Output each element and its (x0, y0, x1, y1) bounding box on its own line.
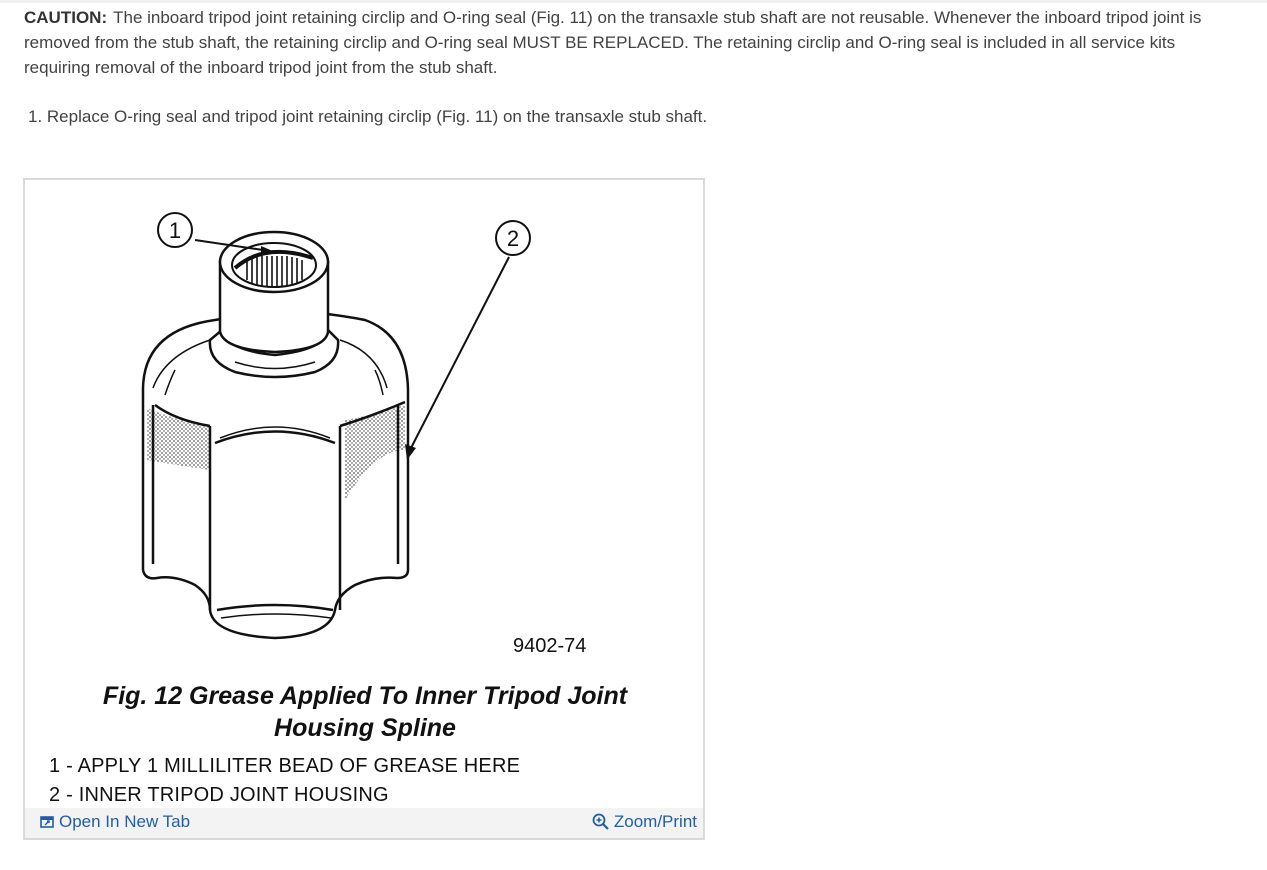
open-in-new-tab-label: Open In New Tab (59, 812, 191, 831)
magnifier-plus-icon (592, 813, 610, 831)
legend-item: 1 - APPLY 1 MILLILITER BEAD OF GREASE HERE (49, 755, 521, 777)
tripod-joint-housing-illustration (25, 180, 705, 670)
caution-label: CAUTION: (24, 8, 108, 27)
legend-item: 2 - INNER TRIPOD JOINT HOUSING (49, 784, 389, 806)
caution-paragraph (24, 5, 1244, 80)
top-divider (0, 0, 1267, 3)
figure-code: 9402-74 (513, 635, 587, 657)
open-in-new-tab-icon (39, 814, 55, 830)
open-in-new-tab-link[interactable] (39, 812, 190, 832)
figure-container (23, 178, 705, 840)
zoom-print-link[interactable] (592, 812, 697, 832)
svg-text:2: 2 (506, 226, 520, 251)
procedure-step: 1. Replace O-ring seal and tripod joint retaining circlip (Fig. 11) on the transaxle stub shaft. (28, 107, 708, 126)
figure-footer (25, 808, 703, 838)
callout-2 (405, 221, 530, 460)
figure-legend (49, 752, 520, 810)
caution-text: The inboard tripod joint retaining circlip and O-ring seal (Fig. 11) on the transaxle stub shaft are not reusable. Whenever the inboard tripod joint is removed from the stub shaft, the retaining circlip and O-ring seal MUST BE REPLACED. The retaining circlip and O-ring seal is included in all service kits requiring removal of the inboard tripod joint from the stub shaft. (24, 8, 1202, 77)
svg-text:1: 1 (168, 218, 182, 243)
zoom-print-label: Zoom/Print (613, 812, 697, 831)
figure-title: Fig. 12 Grease Applied To Inner Tripod Joint Housing Spline (102, 682, 628, 742)
